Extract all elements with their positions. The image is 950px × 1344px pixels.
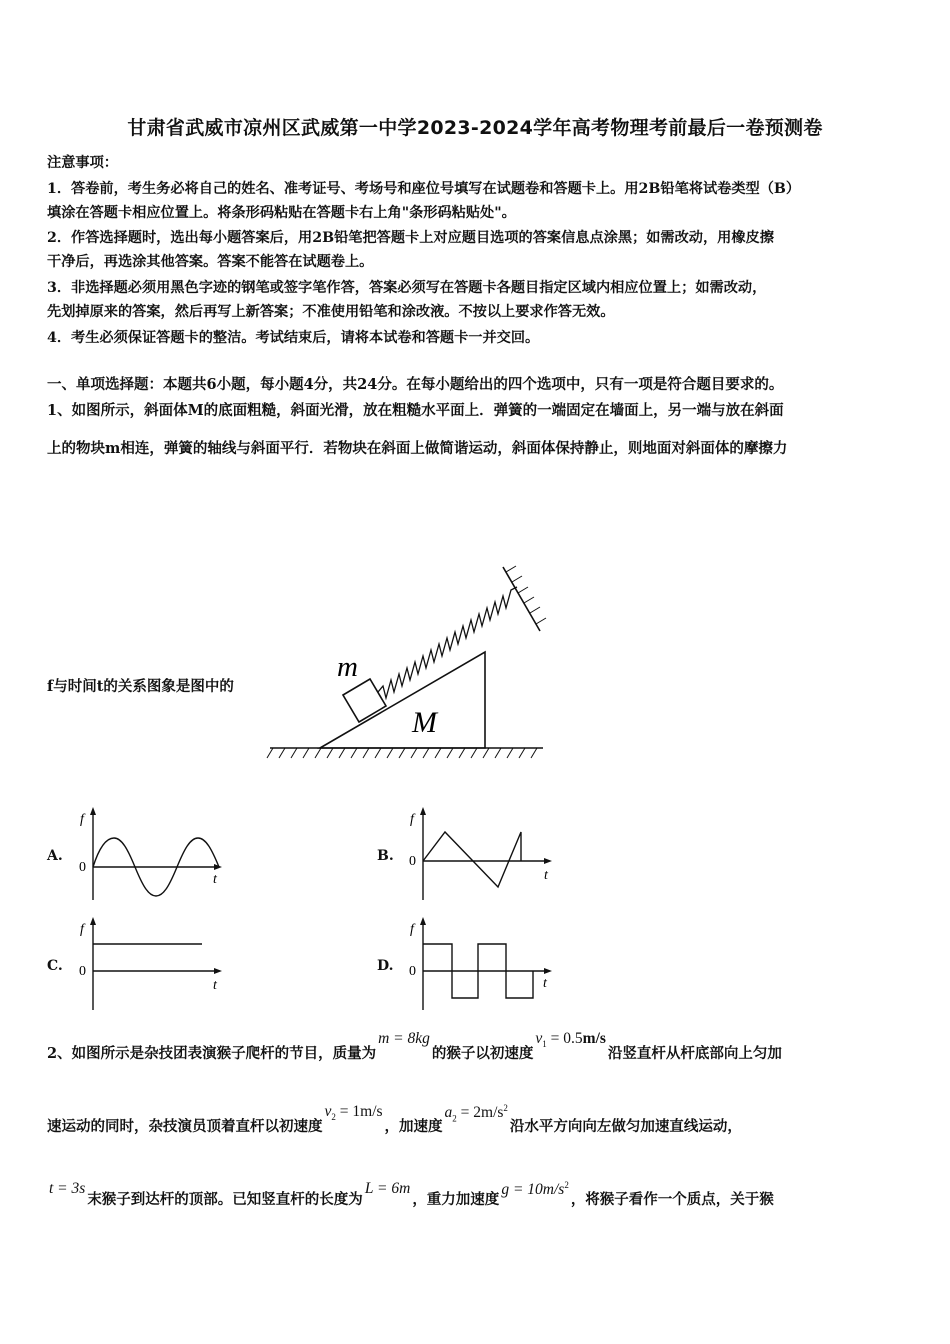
option-c-label: C. [47,958,63,974]
q2-math-v1: $v_1 = 0.5m/s$ [535,1030,606,1050]
axis-x-label: t [213,978,217,993]
block-m [343,679,386,722]
question-1-line: f与时间t的关系图象是图中的 [47,678,234,695]
option-a-label: A. [47,848,63,864]
axis-y-label: f [410,812,414,827]
origin-label: 0 [79,964,86,979]
option-a-graph [70,805,230,905]
notice-line: 干净后，再选涂其他答案。答案不能答在试题卷上。 [47,254,374,270]
q2-text: 的猴子以初速度 [431,1045,534,1062]
question-1-line: 1、如图所示，斜面体M的底面粗糙，斜面光滑，放在粗糙水平面上．弹簧的一端固定在墙面上，另一端与放在斜面 [47,402,784,419]
axis-x-label: t [543,976,547,991]
triangle-wave [423,832,521,887]
q2-math-mass: m = 8kg [378,1030,430,1047]
question-2-line [47,1180,774,1209]
q2-math-a2: $a_2 = 2m/s^2$ [444,1103,508,1124]
axis-y-label: f [80,922,84,937]
q2-text: ，加速度 [384,1118,443,1135]
spring [378,587,517,698]
origin-label: 0 [409,964,416,979]
question-1-line: 上的物块m相连，弹簧的轴线与斜面平行．若物块在斜面上做简谐运动，斜面体保持静止，则地面对斜面体的摩擦力 [47,440,788,457]
option-c-graph [70,915,230,1015]
q2-text: 速运动的同时，杂技演员顶着直杆以初速度 [47,1118,323,1135]
notice-line: 3．非选择题必须用黑色字迹的钢笔或签字笔作答，答案必须写在答题卡各题目指定区域内相应位置上；如需改动， [47,280,767,296]
origin-label: 0 [79,860,86,875]
axis-x-label: t [544,868,548,883]
notice-heading: 注意事项： [47,155,118,171]
notice-line: 4．考生必须保证答题卡的整洁。考试结束后，请将本试卷和答题卡一并交回。 [47,330,540,346]
option-d-label: D. [377,958,394,974]
origin-label: 0 [409,854,416,869]
notice-line: 1．答卷前，考生务必将自己的姓名、准考证号、考场号和座位号填写在试题卷和答题卡上。用2B铅笔将试卷类型（B） [47,181,801,197]
axis-x-label: t [213,872,217,887]
q2-text: ，将猴子看作一个质点，关于猴 [570,1191,774,1208]
q2-math-t: t = 3s [49,1180,86,1197]
q2-text: ，重力加速度 [412,1191,500,1208]
axis-y-label: f [410,922,414,937]
q2-text: 2、如图所示是杂技团表演猴子爬杆的节目，质量为 [47,1045,377,1062]
q2-math-L: L = 6m [364,1180,411,1197]
label-M: M [412,706,437,739]
q2-math-v2: $v_2 = 1m/s$ [324,1103,383,1123]
q2-text: 沿水平方向向左做匀加速直线运动， [509,1118,742,1135]
q2-text: 末猴子到达杆的顶部。已知竖直杆的长度为 [87,1191,363,1208]
notice-line: 填涂在答题卡相应位置上。将条形码粘贴在答题卡右上角"条形码粘贴处"。 [47,205,516,221]
question-2-line [47,1103,742,1136]
label-m: m [337,651,358,683]
page-title: 甘肃省武威市凉州区武威第一中学2023-2024学年高考物理考前最后一卷预测卷 [127,117,823,139]
notice-line: 2．作答选择题时，选出每小题答案后，用2B铅笔把答题卡上对应题目选项的答案信息点涂黑；如需改动，用橡皮擦 [47,230,774,246]
question-2-line [47,1030,782,1063]
incline-spring-figure [265,555,555,770]
option-d-graph [400,915,560,1015]
section-heading: 一、单项选择题：本题共6小题，每小题4分，共24分。在每小题给出的四个选项中，只有一项是符合题目要求的。 [47,376,784,393]
q2-math-g: $g = 10m/s^2$ [501,1180,569,1199]
q2-text: 沿竖直杆从杆底部向上匀加 [607,1045,782,1062]
axis-y-label: f [80,812,84,827]
option-b-label: B. [377,848,394,864]
option-b-graph [400,805,560,905]
notice-line: 先划掉原来的答案，然后再写上新答案；不准使用铅笔和涂改液。不按以上要求作答无效。 [47,304,615,320]
